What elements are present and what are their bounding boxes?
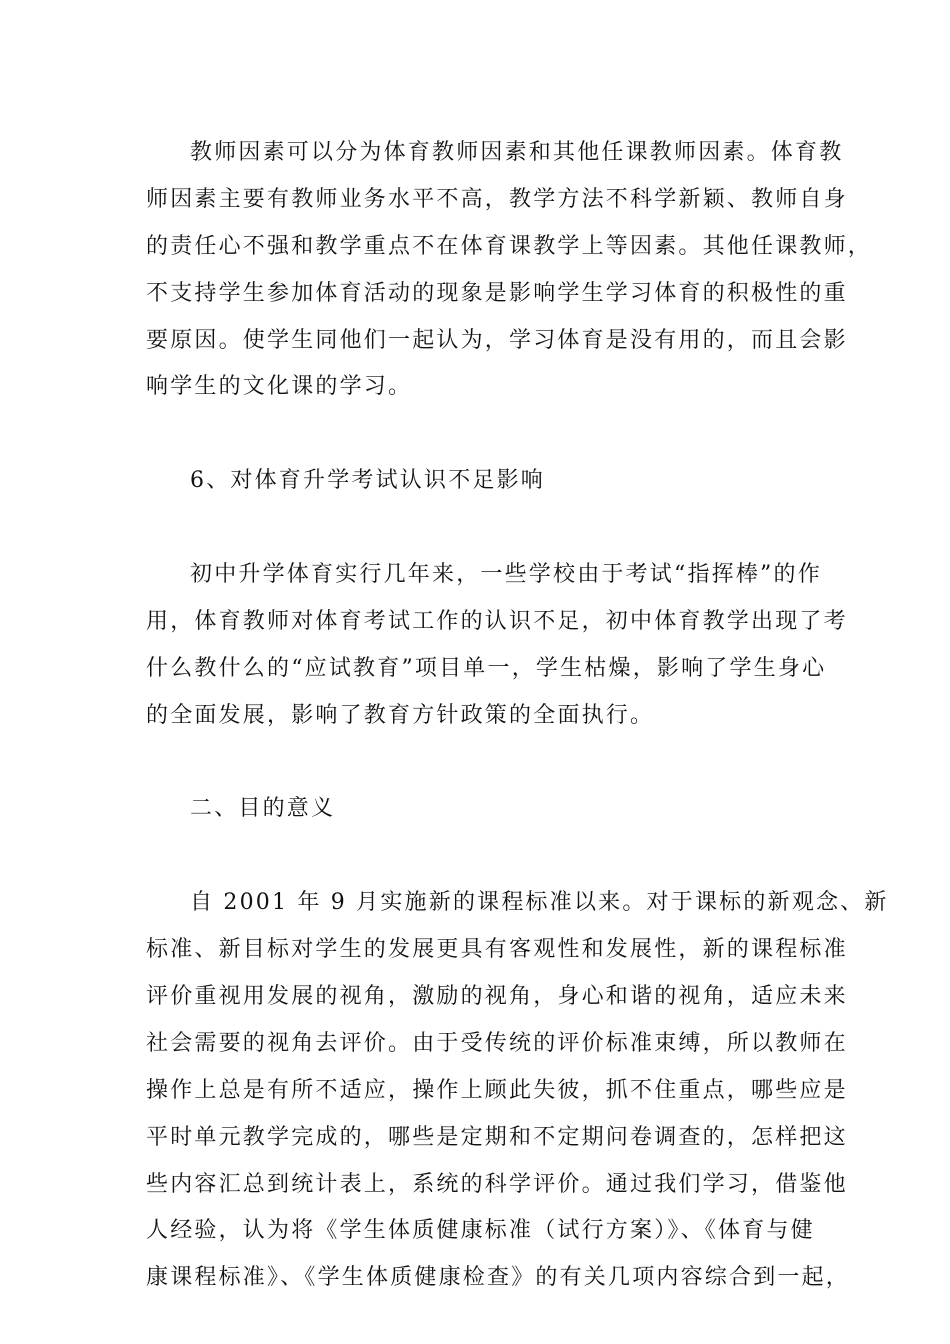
- document-body: [146, 130, 889, 1302]
- text-line: 平时单元教学完成的，哪些是定期和不定期问卷调查的，怎样把这: [146, 1124, 848, 1150]
- paragraph-spacer: [146, 505, 826, 552]
- paragraph-curriculum: [146, 880, 889, 1302]
- text-line: 不支持学生参加体育活动的现象是影响学生学习体育的积极性的重: [146, 280, 848, 306]
- text-line: 评价重视用发展的视角，激励的视角，身心和谐的视角，适应未来: [146, 984, 848, 1010]
- text-line: 自 2001 年 9 月实施新的课程标准以来。对于课标的新观念、新: [190, 890, 889, 916]
- text-line: 标准、新目标对学生的发展更具有客观性和发展性，新的课程标准: [146, 937, 848, 963]
- paragraph-spacer: [146, 833, 826, 880]
- text-line: 社会需要的视角去评价。由于受传统的评价标准束缚，所以教师在: [146, 1030, 848, 1056]
- paragraph-spacer: [146, 740, 826, 787]
- text-line: 些内容汇总到统计表上，系统的科学评价。通过我们学习，借鉴他: [146, 1171, 848, 1197]
- text-line: 师因素主要有教师业务水平不高，教学方法不科学新颖、教师自身: [146, 186, 848, 212]
- heading-text: 二、目的意义: [190, 796, 336, 822]
- text-line: 初中升学体育实行几年来，一些学校由于考试“指挥棒”的作: [190, 562, 822, 588]
- text-line: 教师因素可以分为体育教师因素和其他任课教师因素。体育教: [190, 140, 844, 165]
- section-heading-exam-awareness: [146, 458, 826, 505]
- text-line: 的责任心不强和教学重点不在体育课教学上等因素。其他任课教师，: [146, 233, 873, 259]
- paragraph-teacher-factors: [146, 130, 873, 411]
- section-heading-purpose: [146, 786, 826, 833]
- text-line: 要原因。使学生同他们一起认为，学习体育是没有用的，而且会影: [146, 327, 848, 353]
- heading-text: 6、对体育升学考试认识不足影响: [190, 468, 545, 494]
- text-line: 什么教什么的“应试教育”项目单一，学生枯燥，影响了学生身心: [146, 655, 827, 681]
- text-line: 响学生的文化课的学习。: [146, 374, 413, 400]
- text-line: 人经验，认为将《学生体质健康标准（试行方案）》、《体育与健: [146, 1218, 815, 1244]
- text-line: 操作上总是有所不适应，操作上顾此失彼，抓不住重点，哪些应是: [146, 1077, 848, 1103]
- text-line: 用，体育教师对体育考试工作的认识不足，初中体育教学出现了考: [146, 608, 848, 634]
- text-line: 的全面发展，影响了教育方针政策的全面执行。: [146, 702, 655, 728]
- text-line: 康课程标准》、《学生体质健康检查》的有关几项内容综合到一起，: [146, 1265, 851, 1291]
- paragraph-spacer: [146, 411, 826, 458]
- paragraph-exam: [146, 552, 848, 740]
